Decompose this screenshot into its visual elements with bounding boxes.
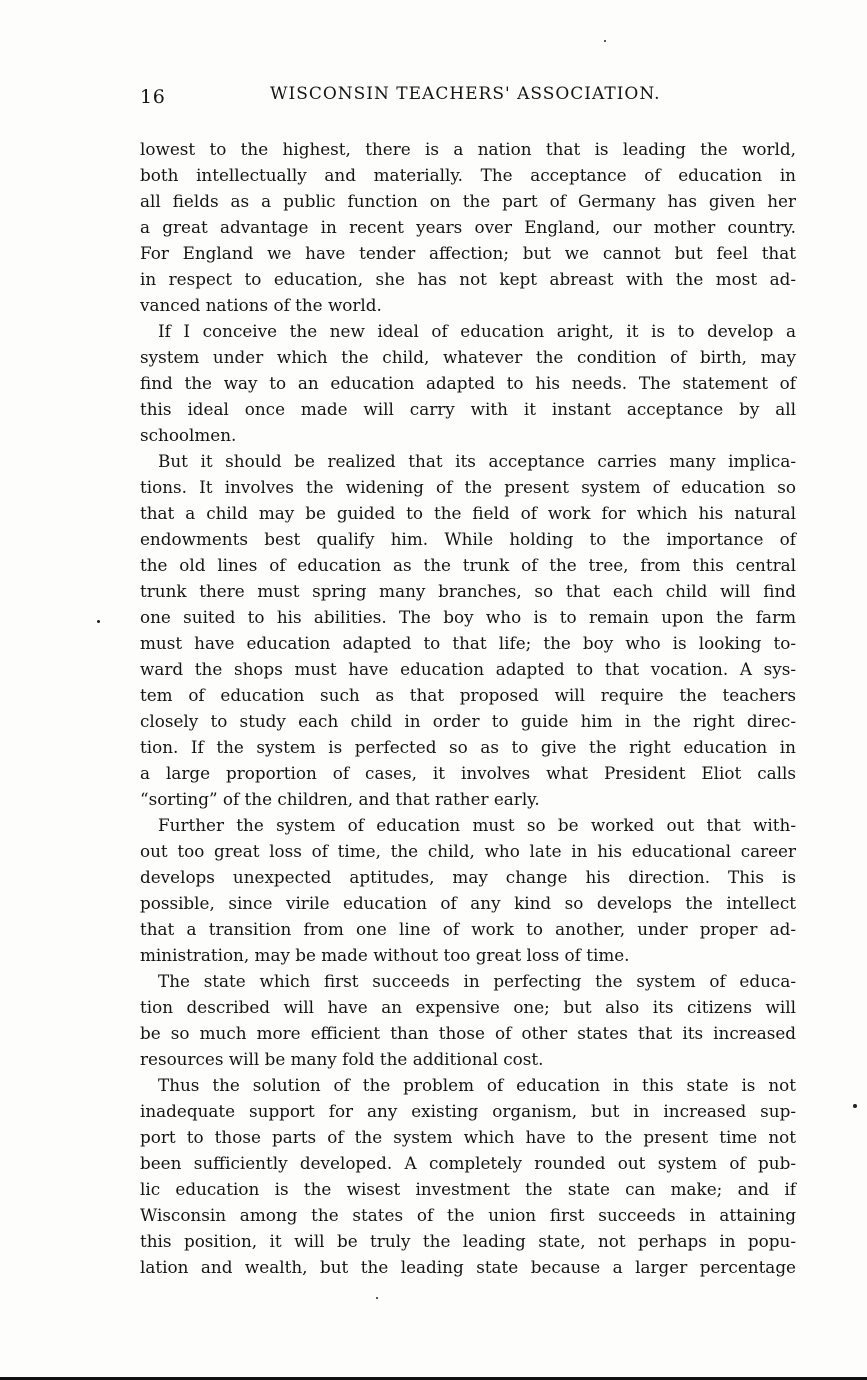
text-line: vanced nations of the world. [140,295,382,315]
paragraph [140,318,796,448]
text-line: Wisconsin among the states of the union first succeeds in attaining [140,1205,796,1225]
text-line: schoolmen. [140,425,237,445]
page-number: 16 [140,86,166,108]
body-text [140,136,796,1280]
scan-speck [853,1104,857,1108]
text-line: system under which the child, whatever the condition of birth, may [140,347,796,367]
scan-speck [376,1297,378,1299]
text-line: in respect to education, she has not kept abreast with the most ad- [140,269,796,289]
scan-speck [97,620,100,623]
text-line: a large proportion of cases, it involves what President Eliot calls [140,763,796,783]
text-line: tem of education such as that proposed will require the teachers [140,685,796,705]
text-line: tions. It involves the widening of the present system of education so [140,477,796,497]
text-line: tion described will have an expensive one; but also its citizens will [140,997,796,1017]
paragraph [140,136,796,318]
text-line: been sufficiently developed. A completely rounded out system of pub- [140,1153,796,1173]
text-line: For England we have tender affection; but we cannot but feel that [140,243,796,263]
text-line: inadequate support for any existing organism, but in increased sup- [140,1101,796,1121]
text-line: endowments best qualify him. While holding to the importance of [140,529,796,549]
text-line: the old lines of education as the trunk of the tree, from this central [140,555,796,575]
text-line: ministration, may be made without too great loss of time. [140,945,630,965]
text-line: this ideal once made will carry with it instant acceptance by all [140,399,796,419]
text-line: find the way to an education adapted to his needs. The statement of [140,373,796,393]
paragraph [140,448,796,812]
text-line: “sorting” of the children, and that rather early. [140,789,540,809]
paragraph [140,968,796,1072]
text-line: Thus the solution of the problem of education in this state is not [158,1075,796,1095]
text-line: The state which first succeeds in perfecting the system of educa- [158,971,796,991]
text-line: be so much more efficient than those of other states that its increased [140,1023,796,1043]
paragraph [140,812,796,968]
text-line: out too great loss of time, the child, who late in his educational career [140,841,796,861]
text-line: But it should be realized that its acceptance carries many implica- [158,451,796,471]
text-line: a great advantage in recent years over England, our mother country. [140,217,796,237]
text-line: develops unexpected aptitudes, may change his direction. This is [140,867,796,887]
text-line: trunk there must spring many branches, so that each child will find [140,581,796,601]
text-line: If I conceive the new ideal of education aright, it is to develop a [158,321,796,341]
text-line: closely to study each child in order to guide him in the right direc- [140,711,796,731]
running-title: WISCONSIN TEACHERS' ASSOCIATION. [270,84,661,104]
text-line: possible, since virile education of any kind so develops the intellect [140,893,796,913]
text-line: ward the shops must have education adapted to that vocation. A sys- [140,659,796,679]
scan-speck [604,40,606,42]
text-line: one suited to his abilities. The boy who is to remain upon the farm [140,607,796,627]
text-line: port to those parts of the system which have to the present time not [140,1127,796,1147]
text-line: must have education adapted to that life; the boy who is looking to- [140,633,796,653]
text-line: that a transition from one line of work to another, under proper ad- [140,919,796,939]
page-header [140,82,796,112]
text-line: that a child may be guided to the field of work for which his natural [140,503,796,523]
text-line: both intellectually and materially. The acceptance of education in [140,165,796,185]
text-line: tion. If the system is perfected so as to give the right education in [140,737,796,757]
text-line: lation and wealth, but the leading state because a larger percentage [140,1257,796,1277]
text-line: lic education is the wisest investment the state can make; and if [140,1179,796,1199]
text-line: resources will be many fold the additional cost. [140,1049,544,1069]
text-line: lowest to the highest, there is a nation that is leading the world, [140,139,796,159]
text-line: all fields as a public function on the part of Germany has given her [140,191,796,211]
text-line: this position, it will be truly the leading state, not perhaps in popu- [140,1231,796,1251]
text-line: Further the system of education must so be worked out that with- [158,815,796,835]
paragraph [140,1072,796,1280]
